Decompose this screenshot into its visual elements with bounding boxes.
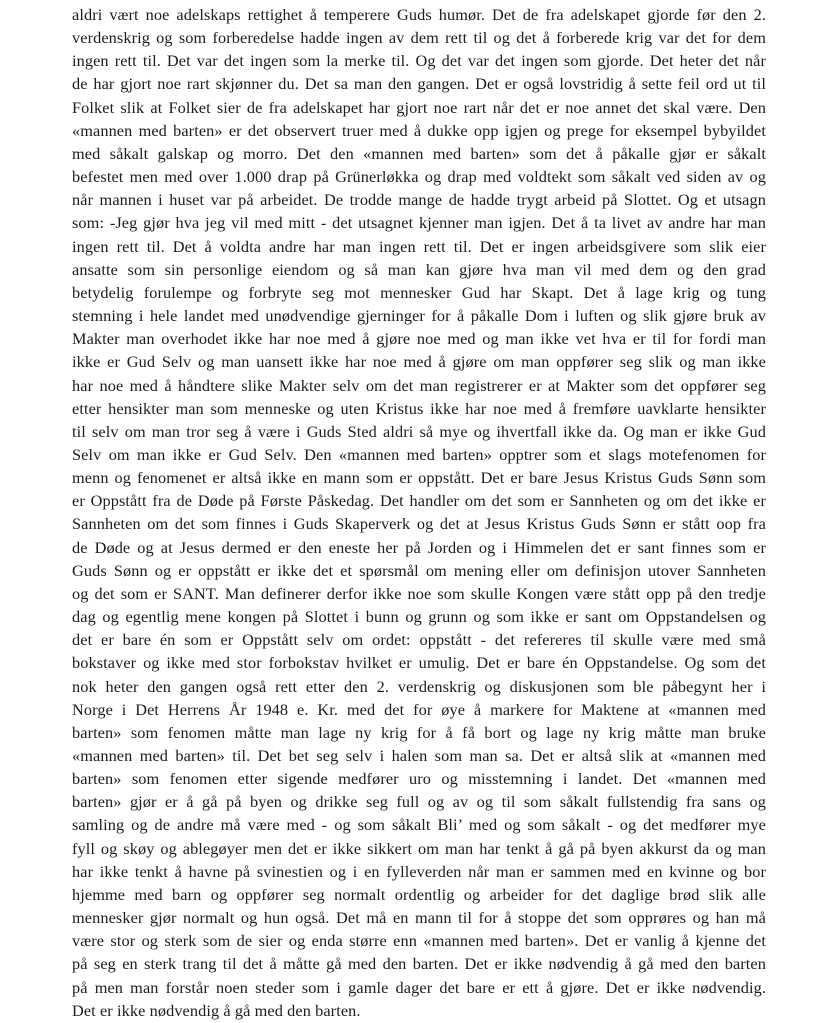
text-line: «mannen med barten» er det observert truer med å dukke opp igjen og prege for eksempel bybyildet xyxy=(72,120,766,140)
text-line: med såkalt galskap og morro. Det den «mannen med barten» som det å påkalle gjør er såkalt xyxy=(72,143,766,163)
text-line: fyll og skøy og ablegøyer men det er ikke sikkert om man har tenkt å gå på byen akkurst da og man xyxy=(72,838,766,858)
text-line: på men man forstår noen steder som i gamle dager det bare er ett å gjøre. Det er ikke nødvendig. xyxy=(72,977,766,997)
text-line: dag og egentlig mene kongen på Slottet i bunn og grunn og som ikke er sant om Oppstandelsen og xyxy=(72,607,766,627)
text-line: når mannen i huset var på arbeidet. De trodde mange de hadde trygt arbeid på Slottet. Og et utsagn xyxy=(72,190,766,210)
text-line: befestet men med over 1.000 drap på Grünerløkka og drap med voldtekt som såkalt ved siden av og xyxy=(72,167,766,187)
text-line: Sannheten om det som finnes i Guds Skaperverk og det at Jesus Kristus Guds Sønn er stått oop fra xyxy=(72,514,766,534)
text-line: Makter man overhodet ikke har noe med å gjøre noe med og man ikke vet hva er til for fordi man xyxy=(72,329,766,349)
text-line: nok heter den gangen også rett etter den 2. verdenskrig og diskusjonen som ble påbegynt her i xyxy=(72,676,766,696)
text-line: ikke er Gud Selv og man uansett ikke har noe med å gjøre om man oppfører seg slik og man ikke xyxy=(72,352,766,372)
text-line: etter hensikter man som menneske og uten Kristus ikke har noe med å fremføre uavklarte hensikter xyxy=(72,398,766,418)
text-line: Selv om man ikke er Gud Selv. Den «mannen med barten» opptrer som et slags motefenomen for xyxy=(72,444,766,464)
text-line: samling og de andre må være med - og som såkalt Bli’ med og som såkalt - og det medfører mye xyxy=(72,815,766,835)
text-line: være stor og sterk som de sier og enda større enn «mannen med barten». Det er vanlig å kjenne det xyxy=(72,931,766,951)
text-line: barten» som fenomen måtte man lage ny krig for å få bort og lage ny krig måtte man bruke xyxy=(72,722,766,742)
text-line: aldri vært noe adelskaps rettighet å temperere Guds humør. Det de fra adelskapet gjorde før den 2. xyxy=(72,5,766,24)
text-line: på seg en sterk trang til det å måtte gå med den barten. Det er ikke nødvendig å gå med den barten xyxy=(72,954,766,974)
text-line: «mannen med barten» til. Det bet seg selv i halen som man sa. Det er altså slik at «mannen med xyxy=(72,746,766,765)
text-line: har ikke tenkt å havne på svinestien og i en fylleverden når man er sammen med en kvinne og bor xyxy=(72,861,766,881)
text-line: er Oppstått fra de Døde på Første Påskedag. Det handler om det som er Sannheten og om det ikke er xyxy=(72,491,766,511)
text-line: menn og fenomenet er altså ikke en mann som er oppstått. Det er bare Jesus Kristus Guds Sønn som xyxy=(72,468,766,488)
text-line: har noe med å håndtere slike Makter selv om det man registrerer er at Makter som det oppfører seg xyxy=(72,375,766,395)
text-line: barten» gjør er å gå på byen og drikke seg full og av og til som såkalt fullstendig fra sans og xyxy=(72,792,766,812)
text-line: Det er ikke nødvendig å gå med den barten. xyxy=(72,1000,361,1020)
text-line: som: -Jeg gjør hva jeg vil med mitt - det utsagnet kjenner man igjen. Det å ta livet av andre har man xyxy=(72,213,766,233)
text-line: stemning i hele landet med unødvendige gjerninger for å påkalle Dom i luften og slik gjøre bruk av xyxy=(72,306,766,326)
text-line: barten» som fenomen etter sigende medfører uro og misstemning i landet. Det «mannen med xyxy=(72,769,766,789)
text-line: til selv om man tror seg å være i Guds Sted aldri så mye og ihvertfall ikke da. Og man er ikke Gud xyxy=(72,421,766,441)
text-line: betydelig forulempe og forbryte seg mot mennesker Gud har Skapt. Det å lage krig og tung xyxy=(72,282,766,302)
text-line: Guds Sønn og er oppstått er ikke det et spørsmål om mening eller om definisjon utover Sannheten xyxy=(72,560,766,580)
text-line: ingen rett til. Det å voldta andre har man ingen rett til. Det er ingen arbeidsgivere som slik eier xyxy=(72,236,766,256)
paragraph xyxy=(72,3,766,1022)
text-line: mennesker gjør normalt og hun også. Det må en mann til for å stoppe det som opprøres og han må xyxy=(72,908,766,928)
text-line: verdenskrig og som forberedelse hadde ingen av dem rett til og det å forberede krig var det for dem xyxy=(72,28,766,48)
text-line: ansatte som sin personlige eiendom og så man kan gjøre hva man vil med dem og den grad xyxy=(72,259,766,279)
text-line: hjemme med barn og oppfører seg normalt ordentlig og arbeider for det daglige brød slik alle xyxy=(72,884,766,904)
text-line: det er bare én som er Oppstått selv om ordet: oppstått - det refereres til skulle være med små xyxy=(72,630,766,650)
text-line: bokstaver og ikke med stor forbokstav hvilket er umulig. Det er bare én Oppstandelse. Og som det xyxy=(72,653,766,673)
text-line: og det som er SANT. Man definerer derfor ikke noe som skulle Kongen være stått opp på den tredje xyxy=(72,583,766,603)
text-line: Folket slik at Folket sier de fra adelskapet har gjort noe rart når det er noe annet det skal være. Den xyxy=(72,97,766,117)
text-line: de har gjort noe rart skjønner du. Det sa man den gangen. Det er også lovstridig å sette feil ord ut til xyxy=(72,74,766,94)
text-line: Norge i Det Herrens År 1948 e. Kr. med det for øye å markere for Maktene at «mannen med xyxy=(72,699,766,719)
text-line: de Døde og at Jesus dermed er den eneste her på Jorden og i Himmelen det er sant finnes som er xyxy=(72,537,766,557)
text-line: ingen rett til. Det var det ingen som la merke til. Og det var det ingen som gjorde. Det heter det når xyxy=(72,51,766,71)
